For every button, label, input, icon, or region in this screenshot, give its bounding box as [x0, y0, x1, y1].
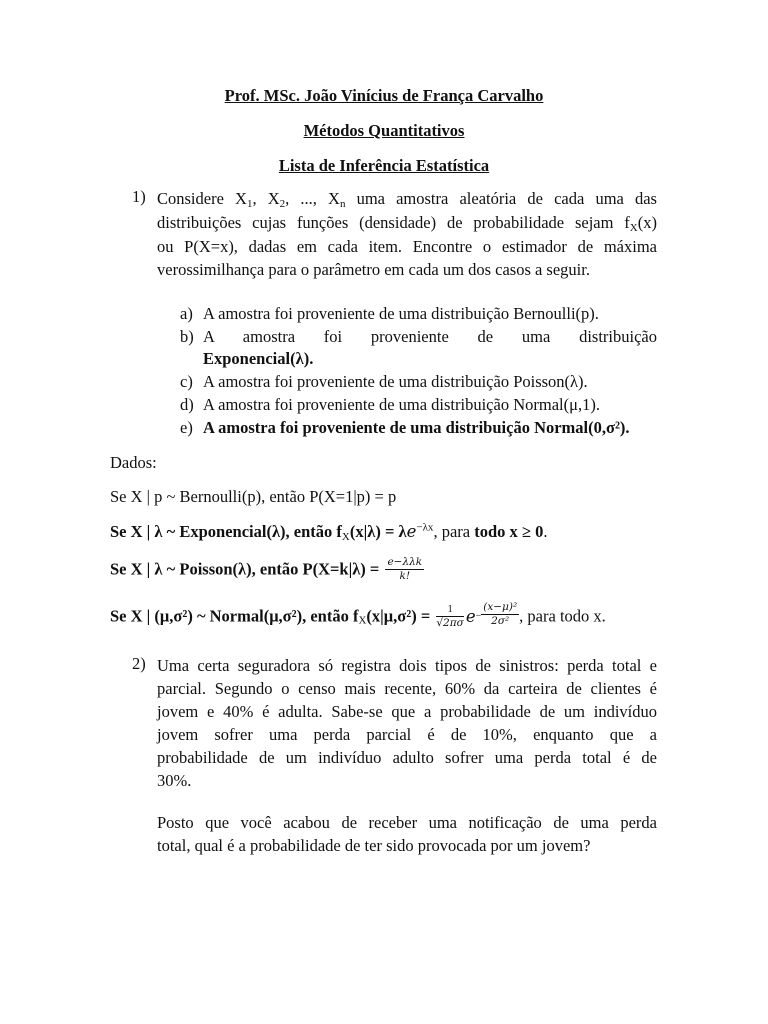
q1-line3: ou P(X=x), dadas em cada item. Encontre o estimador de máxima: [157, 237, 657, 256]
item-e-letter: e): [180, 418, 193, 437]
normal-formula: Se X | (μ,σ²) ~ Normal(μ,σ²), então $f_X(x|\mu,\sigma^2)$ = $\frac{1}{√2\pi\sigma}$ e− $\frac{\text{(x−μ)²}}{\text{2σ²}}$ , para todo x.: [110, 601, 606, 629]
q1-line2: distribuições cujas funções (densidade) de probabilidade sejam $f_X(x)$: [157, 213, 657, 234]
item-e-text: A amostra foi proveniente de uma distribuição Normal(0,σ²).: [203, 418, 630, 437]
item-d-text: A amostra foi proveniente de uma distribuição Normal(μ,1).: [203, 395, 600, 414]
q2-line1: Uma certa seguradora só registra dois tipos de sinistros: perda total e: [157, 656, 657, 675]
exponential-formula: Se X | λ ~ Exponencial(λ), então $f_X(x|\lambda) = \lambda e^{-\lambda x}$, para todo x ≥ 0.: [110, 521, 548, 543]
q2-question-line1: Posto que você acabou de receber uma notificação de uma perda: [157, 813, 657, 832]
bernoulli-formula: Se X | p ~ Bernoulli(p), então P(X=1|p) = p: [110, 487, 397, 506]
course-heading: Métodos Quantitativos: [303, 121, 465, 140]
item-b-text: A amostra foi proveniente de uma distribuição: [203, 327, 657, 346]
q1-line4: verossimilhança para o parâmetro em cada um dos casos a seguir.: [157, 260, 590, 279]
q1-number: 1): [132, 187, 146, 206]
item-a-letter: a): [180, 304, 193, 323]
q1-line1: Considere $X_1$, $X_2$, ..., $X_n$ uma amostra aleatória de cada uma das: [157, 189, 657, 210]
item-d-letter: d): [180, 395, 194, 414]
item-b-cont: Exponencial(λ).: [203, 349, 314, 368]
q2-question-line2: total, qual é a probabilidade de ter sido provocada por um jovem?: [157, 836, 591, 855]
author-heading: Prof. MSc. João Vinícius de França Carvalho: [224, 86, 544, 105]
q2-line5: probabilidade de um indivíduo adulto sofrer uma perda total é de: [157, 748, 657, 767]
item-c-letter: c): [180, 372, 193, 391]
list-title: Lista de Inferência Estatística: [278, 156, 490, 175]
item-a-text: A amostra foi proveniente de uma distribuição Bernoulli(p).: [203, 304, 599, 323]
q2-line3: jovem e 40% é adulta. Sabe-se que a probabilidade de um indivíduo: [157, 702, 657, 721]
q2-line2: parcial. Segundo o censo mais recente, 60% da carteira de clientes é: [157, 679, 657, 698]
item-c-text: A amostra foi proveniente de uma distribuição Poisson(λ).: [203, 372, 588, 391]
q2-number: 2): [132, 654, 146, 673]
q2-line4: jovem sofrer uma perda parcial é de 10%, enquanto que a: [157, 725, 657, 744]
poisson-fraction: $\frac{\text{e−λλk}}{k!}$: [387, 556, 423, 582]
q2-line6: 30%.: [157, 771, 192, 790]
normal-exponent: − $\frac{\text{(x−μ)²}}{\text{2σ²}}$: [475, 601, 518, 627]
item-b-letter: b): [180, 327, 194, 346]
dados-label: Dados:: [110, 453, 157, 472]
normal-fraction: $\frac{1}{√2\pi\sigma}$: [436, 604, 464, 629]
poisson-formula: Se X | λ ~ Poisson(λ), então P(X=k|λ) = $\frac{\text{e−λλk}}{k!}$: [110, 556, 423, 582]
